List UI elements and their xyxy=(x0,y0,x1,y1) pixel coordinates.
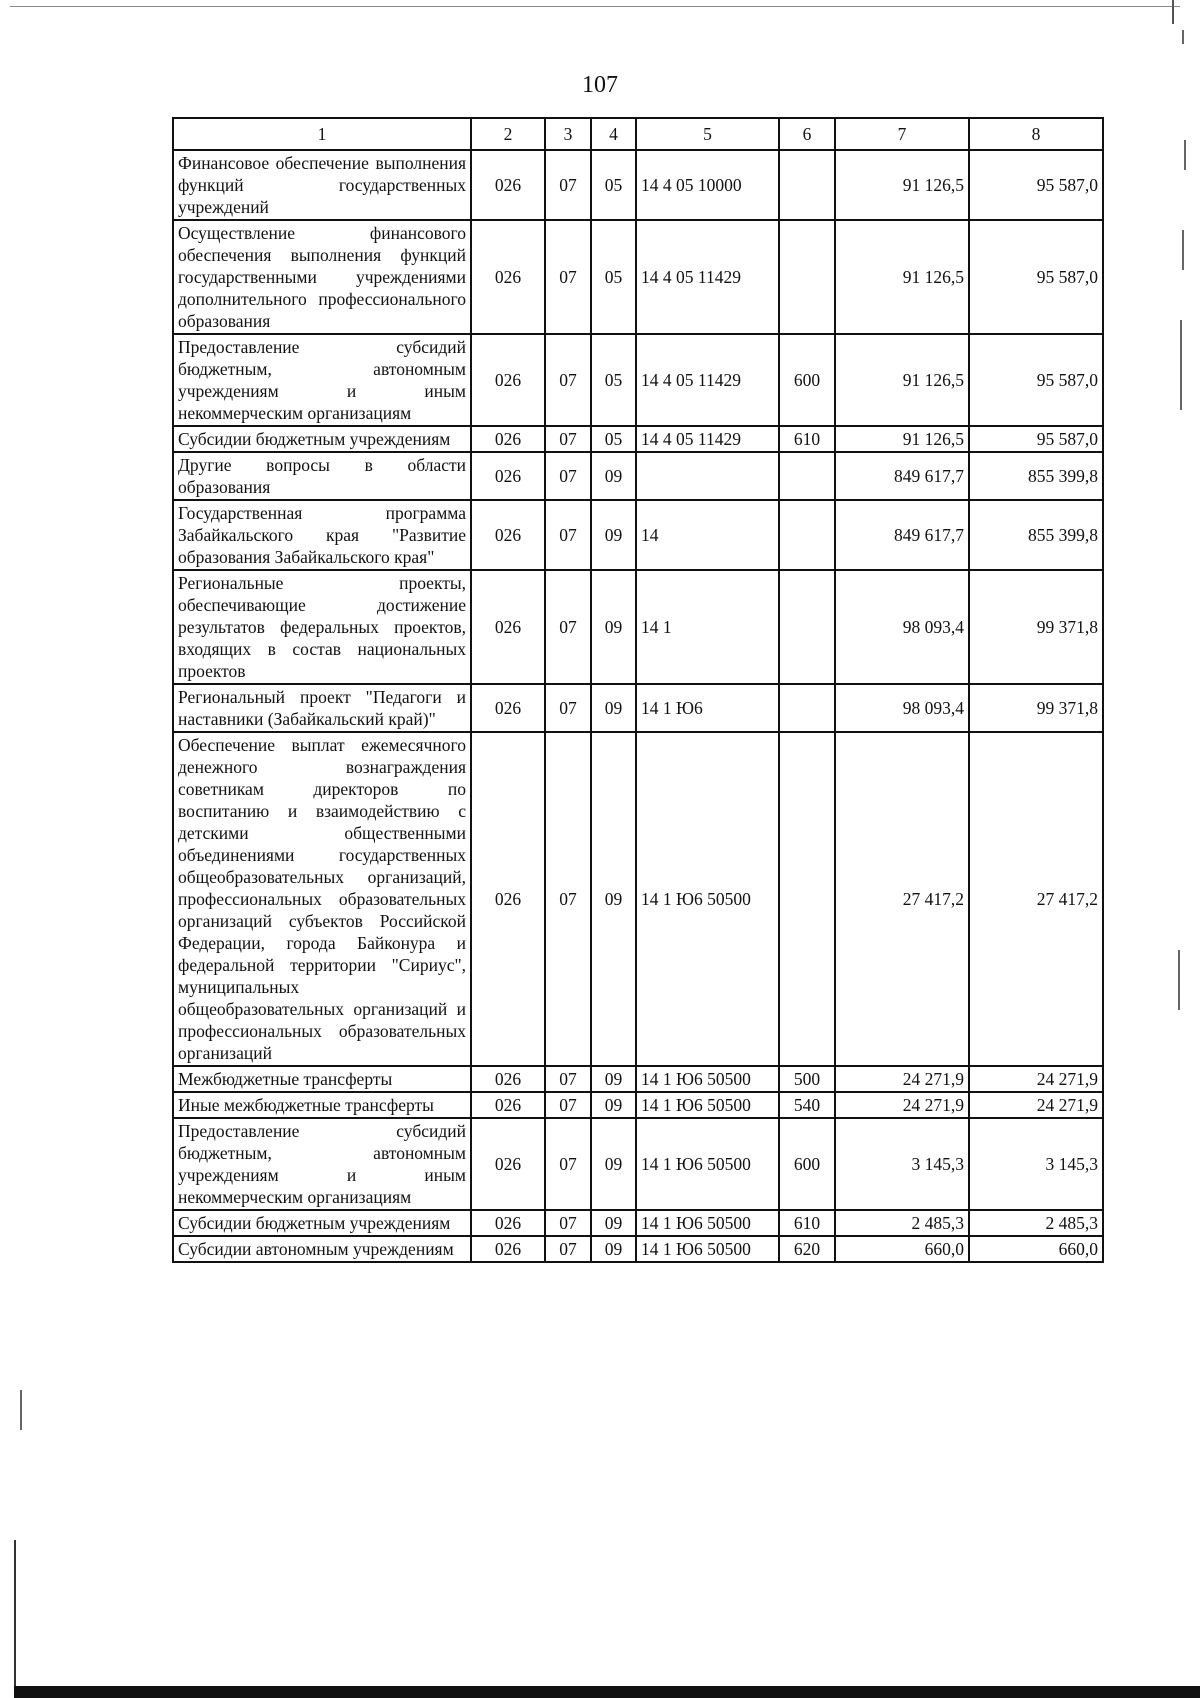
cell-ministry: 026 xyxy=(471,570,545,684)
scan-mark xyxy=(1178,950,1180,1010)
row-name: Региональные проекты, обеспечивающие достижение результатов федеральных проектов, входящих в состав национальных проектов xyxy=(173,570,471,684)
cell-ministry: 026 xyxy=(471,1092,545,1118)
cell-amount-2: 99 371,8 xyxy=(969,684,1103,732)
cell-amount-1: 849 617,7 xyxy=(835,452,969,500)
cell-target-item: 14 1 Ю6 50500 xyxy=(636,1092,779,1118)
cell-subsection: 09 xyxy=(591,1118,636,1210)
cell-section: 07 xyxy=(545,570,591,684)
table-row xyxy=(173,334,1103,426)
scan-mark xyxy=(1182,230,1184,270)
table-row xyxy=(173,1210,1103,1236)
cell-section: 07 xyxy=(545,334,591,426)
cell-amount-1: 2 485,3 xyxy=(835,1210,969,1236)
cell-expense-type xyxy=(779,732,835,1066)
cell-ministry: 026 xyxy=(471,1066,545,1092)
row-name: Региональный проект "Педагоги и наставники (Забайкальский край)" xyxy=(173,684,471,732)
cell-amount-2: 660,0 xyxy=(969,1236,1103,1262)
scan-edge-left xyxy=(14,1540,16,1690)
cell-section: 07 xyxy=(545,220,591,334)
cell-target-item: 14 1 Ю6 50500 xyxy=(636,1236,779,1262)
column-header: 5 xyxy=(636,118,779,150)
table-row xyxy=(173,150,1103,220)
column-header: 6 xyxy=(779,118,835,150)
cell-amount-1: 91 126,5 xyxy=(835,426,969,452)
cell-expense-type xyxy=(779,684,835,732)
row-name: Осуществление финансового обеспечения выполнения функций государственными учреждениями дополнительного профессионального образования xyxy=(173,220,471,334)
cell-ministry: 026 xyxy=(471,732,545,1066)
cell-expense-type xyxy=(779,500,835,570)
budget-table xyxy=(172,117,1104,1263)
cell-ministry: 026 xyxy=(471,1118,545,1210)
cell-amount-2: 24 271,9 xyxy=(969,1066,1103,1092)
cell-subsection: 09 xyxy=(591,1066,636,1092)
cell-amount-1: 27 417,2 xyxy=(835,732,969,1066)
cell-target-item: 14 1 Ю6 50500 xyxy=(636,732,779,1066)
cell-expense-type: 620 xyxy=(779,1236,835,1262)
cell-expense-type xyxy=(779,570,835,684)
cell-expense-type: 500 xyxy=(779,1066,835,1092)
cell-subsection: 09 xyxy=(591,500,636,570)
cell-subsection: 05 xyxy=(591,334,636,426)
cell-ministry: 026 xyxy=(471,220,545,334)
table-row xyxy=(173,452,1103,500)
cell-section: 07 xyxy=(545,684,591,732)
cell-subsection: 05 xyxy=(591,150,636,220)
cell-amount-1: 98 093,4 xyxy=(835,570,969,684)
cell-section: 07 xyxy=(545,1092,591,1118)
cell-target-item: 14 4 05 10000 xyxy=(636,150,779,220)
cell-amount-2: 95 587,0 xyxy=(969,150,1103,220)
cell-expense-type: 610 xyxy=(779,426,835,452)
cell-subsection: 09 xyxy=(591,570,636,684)
table-header-row xyxy=(173,118,1103,150)
cell-section: 07 xyxy=(545,732,591,1066)
row-name: Финансовое обеспечение выполнения функций государственных учреждений xyxy=(173,150,471,220)
cell-subsection: 05 xyxy=(591,426,636,452)
table-row xyxy=(173,684,1103,732)
cell-amount-2: 99 371,8 xyxy=(969,570,1103,684)
cell-ministry: 026 xyxy=(471,1236,545,1262)
table-row xyxy=(173,732,1103,1066)
cell-target-item: 14 4 05 11429 xyxy=(636,334,779,426)
cell-target-item: 14 1 Ю6 xyxy=(636,684,779,732)
cell-amount-1: 849 617,7 xyxy=(835,500,969,570)
page-number: 107 xyxy=(582,72,618,98)
cell-amount-2: 3 145,3 xyxy=(969,1118,1103,1210)
scan-edge-corner xyxy=(1172,0,1174,24)
row-name: Предоставление субсидий бюджетным, автономным учреждениям и иным некоммерческим организациям xyxy=(173,334,471,426)
cell-expense-type xyxy=(779,452,835,500)
column-header: 3 xyxy=(545,118,591,150)
cell-amount-2: 95 587,0 xyxy=(969,220,1103,334)
table-row xyxy=(173,220,1103,334)
row-name: Предоставление субсидий бюджетным, автономным учреждениям и иным некоммерческим организациям xyxy=(173,1118,471,1210)
cell-subsection: 05 xyxy=(591,220,636,334)
cell-target-item: 14 4 05 11429 xyxy=(636,220,779,334)
table-row xyxy=(173,570,1103,684)
cell-amount-2: 95 587,0 xyxy=(969,426,1103,452)
scan-edge-bottom xyxy=(14,1686,1200,1698)
cell-ministry: 026 xyxy=(471,334,545,426)
cell-subsection: 09 xyxy=(591,1236,636,1262)
table-row xyxy=(173,1066,1103,1092)
scan-edge-top xyxy=(10,6,1180,7)
cell-target-item: 14 4 05 11429 xyxy=(636,426,779,452)
cell-amount-1: 24 271,9 xyxy=(835,1066,969,1092)
row-name: Межбюджетные трансферты xyxy=(173,1066,471,1092)
cell-target-item: 14 1 xyxy=(636,570,779,684)
scan-mark xyxy=(1184,140,1186,170)
cell-subsection: 09 xyxy=(591,732,636,1066)
scan-mark xyxy=(20,1390,22,1430)
table-row xyxy=(173,500,1103,570)
column-header: 2 xyxy=(471,118,545,150)
cell-amount-1: 660,0 xyxy=(835,1236,969,1262)
cell-amount-2: 855 399,8 xyxy=(969,500,1103,570)
cell-amount-1: 24 271,9 xyxy=(835,1092,969,1118)
cell-amount-1: 3 145,3 xyxy=(835,1118,969,1210)
row-name: Субсидии бюджетным учреждениям xyxy=(173,1210,471,1236)
cell-ministry: 026 xyxy=(471,1210,545,1236)
cell-ministry: 026 xyxy=(471,150,545,220)
cell-expense-type: 540 xyxy=(779,1092,835,1118)
cell-amount-2: 95 587,0 xyxy=(969,334,1103,426)
row-name: Субсидии бюджетным учреждениям xyxy=(173,426,471,452)
cell-amount-1: 91 126,5 xyxy=(835,150,969,220)
cell-expense-type xyxy=(779,150,835,220)
cell-amount-2: 2 485,3 xyxy=(969,1210,1103,1236)
row-name: Субсидии автономным учреждениям xyxy=(173,1236,471,1262)
cell-ministry: 026 xyxy=(471,426,545,452)
row-name: Государственная программа Забайкальского края "Развитие образования Забайкальского края" xyxy=(173,500,471,570)
table-row xyxy=(173,1236,1103,1262)
cell-target-item: 14 1 Ю6 50500 xyxy=(636,1210,779,1236)
cell-expense-type: 600 xyxy=(779,1118,835,1210)
cell-section: 07 xyxy=(545,1118,591,1210)
row-name: Другие вопросы в области образования xyxy=(173,452,471,500)
cell-section: 07 xyxy=(545,150,591,220)
cell-amount-2: 24 271,9 xyxy=(969,1092,1103,1118)
cell-amount-1: 98 093,4 xyxy=(835,684,969,732)
column-header: 4 xyxy=(591,118,636,150)
cell-target-item: 14 1 Ю6 50500 xyxy=(636,1066,779,1092)
table-row xyxy=(173,1118,1103,1210)
column-header: 7 xyxy=(835,118,969,150)
cell-amount-1: 91 126,5 xyxy=(835,334,969,426)
cell-ministry: 026 xyxy=(471,452,545,500)
cell-section: 07 xyxy=(545,500,591,570)
cell-section: 07 xyxy=(545,1236,591,1262)
cell-subsection: 09 xyxy=(591,684,636,732)
cell-subsection: 09 xyxy=(591,1210,636,1236)
column-header: 1 xyxy=(173,118,471,150)
column-header: 8 xyxy=(969,118,1103,150)
cell-amount-2: 855 399,8 xyxy=(969,452,1103,500)
table-row xyxy=(173,1092,1103,1118)
cell-amount-2: 27 417,2 xyxy=(969,732,1103,1066)
scan-mark xyxy=(1182,30,1184,44)
cell-section: 07 xyxy=(545,1210,591,1236)
cell-ministry: 026 xyxy=(471,500,545,570)
row-name: Иные межбюджетные трансферты xyxy=(173,1092,471,1118)
cell-target-item: 14 1 Ю6 50500 xyxy=(636,1118,779,1210)
cell-section: 07 xyxy=(545,1066,591,1092)
cell-ministry: 026 xyxy=(471,684,545,732)
cell-subsection: 09 xyxy=(591,452,636,500)
cell-expense-type: 600 xyxy=(779,334,835,426)
cell-subsection: 09 xyxy=(591,1092,636,1118)
cell-amount-1: 91 126,5 xyxy=(835,220,969,334)
scan-mark xyxy=(1180,320,1182,410)
table-row xyxy=(173,426,1103,452)
cell-section: 07 xyxy=(545,426,591,452)
cell-expense-type xyxy=(779,220,835,334)
cell-section: 07 xyxy=(545,452,591,500)
cell-expense-type: 610 xyxy=(779,1210,835,1236)
cell-target-item xyxy=(636,452,779,500)
row-name: Обеспечение выплат ежемесячного денежного вознаграждения советникам директоров по воспитанию и взаимодействию с детскими общественными объединениями государственных общеобразовательных организаций, профессиональных образовательных организаций субъектов Российской Федерации, города Байконура и федеральной территории "Сириус", муниципальных общеобразовательных организаций и профессиональных образовательных организаций xyxy=(173,732,471,1066)
cell-target-item: 14 xyxy=(636,500,779,570)
